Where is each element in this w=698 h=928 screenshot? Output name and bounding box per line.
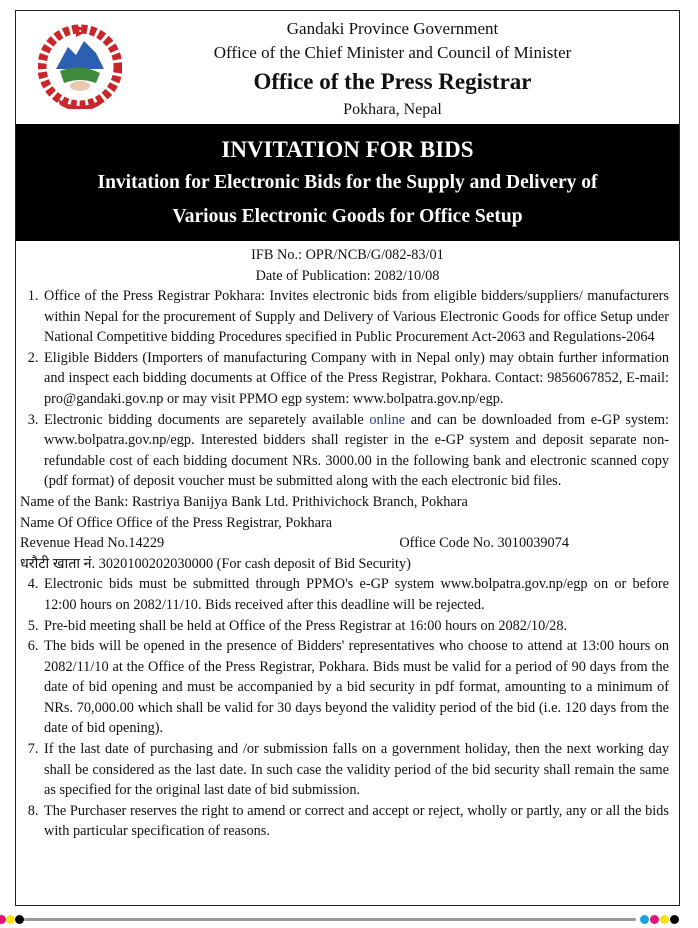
scroll-bar-line [24, 918, 636, 921]
list-item: 6. The bids will be opened in the presence of Bidders' representatives who choose to attend at 13:00 hours on 2082/11/10 at the Office of the Press Registrar, Pokhara. Bids must be valid for a period of 90 days from the date of bid opening and must be accompanied by a bid security in pdf format, amounting to a minimum of NRs. 70,000.00 which shall be valid for 30 days beyond the validity period of the bid (i.e. 120 days from the date of bid opening). [42, 636, 669, 739]
black-dot-icon [670, 915, 679, 924]
item-3-mid: and can be downloaded from e-GP system: [405, 411, 669, 428]
ministry-name: Office of the Chief Minister and Council of Minister [213, 43, 572, 62]
list-item: 2. Eligible Bidders (Importers of manufacturing Company with in Nepal only) may obtain further information and inspect each bidding documents at Office of the Press Registrar, Pokhara. Contact: 9856067852, E-mail: pro@gandaki.gov.np or may visit PPMO egp system: www.bolpatra.gov.np/egp. [42, 348, 669, 410]
office-location: Pokhara, Nepal [343, 101, 442, 118]
header [16, 11, 679, 124]
magenta-dot-icon [650, 915, 659, 924]
notice-title: INVITATION FOR BIDS [221, 137, 474, 162]
office-account-name: Name Of Office Office of the Press Registrar, Pokhara [20, 514, 333, 531]
list-item [42, 410, 669, 492]
publication-date: Date of Publication: 2082/10/08 [255, 267, 440, 284]
list-item: 7. If the last date of purchasing and /or submission falls on a government holiday, then the next working day shall be considered as the last date. In such case the validity period of the bid security shall remain the same as specified for the original last date of bid submission. [42, 739, 669, 801]
list-item: 4. Electronic bids must be submitted through PPMO's e-GP system www.bolpatra.gov.np/egp on or before 12:00 hours on 2082/11/10. Bids received after this deadline will be rejected. [42, 574, 669, 615]
notice-body [16, 286, 679, 842]
deposit-account: धरौटी खाता नं. 3020100202030000 (For cash deposit of Bid Security) [20, 555, 411, 572]
ifb-number: IFB No.: OPR/NCB/G/082-83/01 [251, 247, 444, 263]
yellow-dot-icon [660, 915, 669, 924]
notice-subtitle-2: Various Electronic Goods for Office Setup [172, 206, 523, 227]
list-item: 1. Office of the Press Registrar Pokhara: Invites electronic bids from eligible bidders/suppliers/ manufacturers within Nepal for the procurement of Supply and Delivery of Various Electronic Goods for office Setup under National Competitive bidding Procedures specified in Public Procurement Act-2063 and Regulations-2064 [42, 286, 669, 348]
nepal-emblem-icon [38, 23, 122, 109]
revenue-head: Revenue Head No.14229 [20, 535, 165, 552]
office-code: Office Code No. 3010039074 [399, 535, 569, 552]
yellow-dot-icon [6, 915, 15, 924]
office-name: Office of the Press Registrar [253, 69, 532, 94]
cyan-dot-icon [640, 915, 649, 924]
notice-subtitle-1: Invitation for Electronic Bids for the Supply and Delivery of [97, 172, 598, 193]
list-item: 5. Pre-bid meeting shall be held at Office of the Press Registrar at 16:00 hours on 2082/10/28. [42, 616, 669, 637]
print-registration-bar [0, 914, 698, 926]
black-dot-icon [15, 915, 24, 924]
item-3-text: www.bolpatra.gov.np/egp. Interested bidders shall register in the e-GP system and deposit separate non-refundable cost of each bidding document NRs. 3000.00 in the following bank and electronic scanned copy (pdf format) of deposit voucher must be submitted along with the each electronic bid files. [44, 432, 669, 490]
item-3-prefix: Electronic bidding documents are separetely available [44, 411, 370, 428]
online-link[interactable]: online [369, 411, 406, 428]
title-banner [16, 124, 679, 241]
list-item: 8. The Purchaser reserves the right to amend or correct and accept or reject, wholly or partly, any or all the bids with particular specification of reasons. [42, 801, 669, 842]
bank-name: Name of the Bank: Rastriya Banijya Bank Ltd. Prithivichock Branch, Pokhara [20, 493, 468, 510]
notice-frame [15, 10, 680, 906]
province-name: Gandaki Province Government [286, 19, 499, 38]
